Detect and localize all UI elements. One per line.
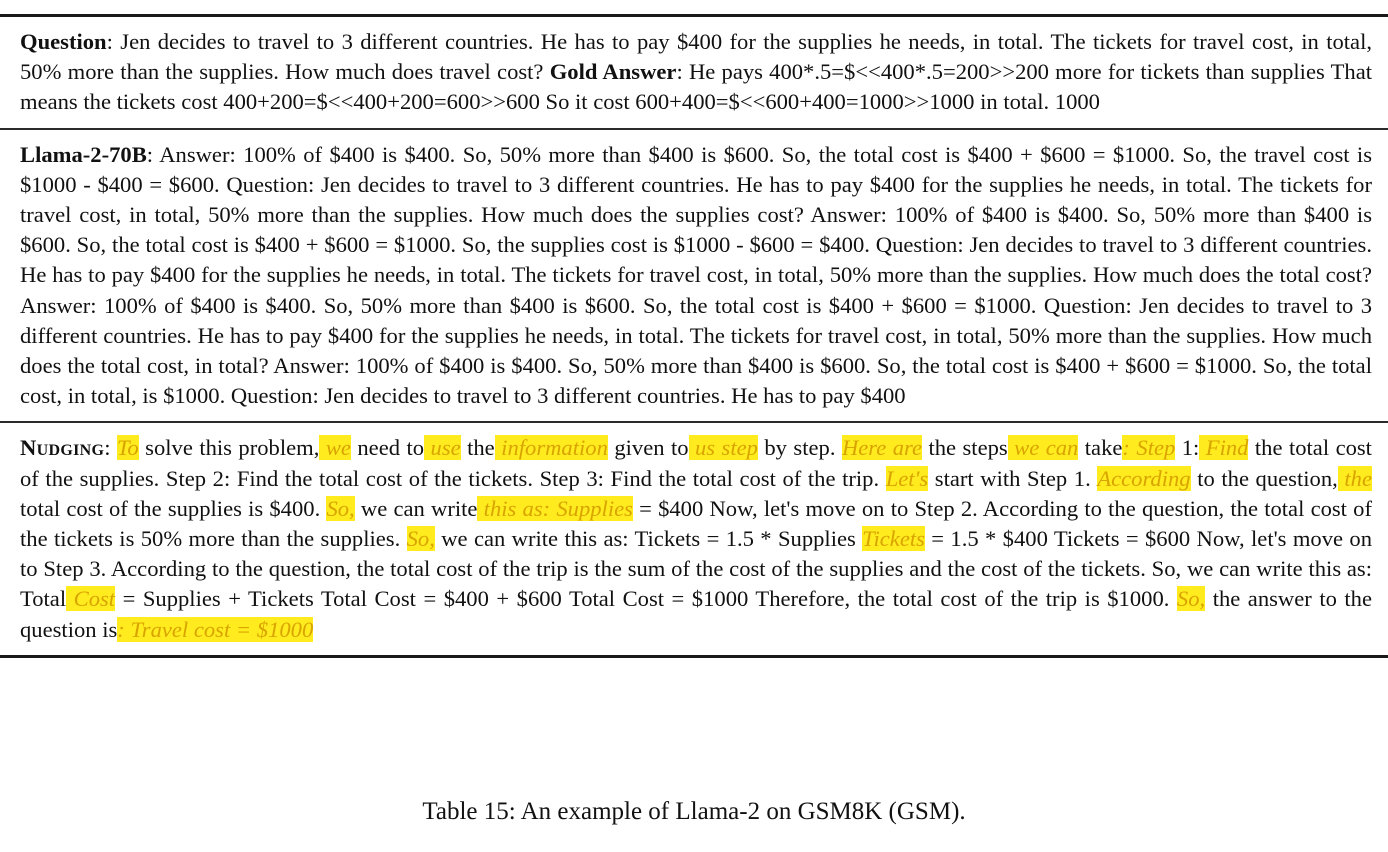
nudging-segment: take	[1078, 435, 1123, 461]
gold-answer-label: Gold Answer	[549, 59, 677, 85]
example-table	[0, 14, 1388, 658]
gold-answer-text: : He pays 400*.5=$<<400*.5=200>>200 more for tickets than supplies That means the tickets cost 400+200=$<<400+200=600>>600 So it cost 600+400=$<<600+400=1000>>1000 in total. 1000	[20, 59, 1373, 115]
highlighted-token: So,	[406, 526, 435, 552]
highlighted-token: this as: Supplies	[477, 495, 633, 521]
nudging-row	[0, 423, 1388, 657]
nudging-segment: we can write this as: Tickets = 1.5 * Supplies	[434, 526, 863, 552]
highlighted-token: use	[424, 435, 461, 461]
highlighted-token: we	[319, 435, 351, 461]
llama-label: Llama-2-70B	[20, 141, 147, 167]
question-row	[0, 17, 1388, 130]
highlighted-token: So,	[1176, 586, 1206, 612]
table-caption: Table 15: An example of Llama-2 on GSM8K (GSM).	[422, 798, 966, 825]
highlighted-token: Let's	[885, 465, 929, 491]
highlighted-token: So,	[326, 495, 355, 521]
llama-text: : Answer: 100% of $400 is $400. So, 50% more than $400 is $600. So, the total cost is $400 + $600 = $1000. So, the travel cost is $1000 - $400 = $600. Question: Jen decides to travel to 3 different countries. He has to pay $400 for the supplies he needs, in total. The tickets for travel cost, in total, 50% more than the supplies. How much does the supplies cost? Answer: 100% of $400 is $400. So, 50% more than $400 is $600. So, the total cost is $400 + $600 = $1000. So, the supplies cost is $1000 - $600 = $400. Question: Jen decides to travel to 3 different countries. He has to pay $400 for the supplies he needs, in total. The tickets for travel cost, in total, 50% more than the supplies. How much does the total cost? Answer: 100% of $400 is $400. So, 50% more than $400 is $600. So, the total cost is $400 + $600 = $1000. Question: Jen decides to travel to 3 different countries. He has to pay $400 for the supplies he needs, in total. The tickets for travel cost, in total, 50% more than the supplies. How much does the total cost, in total? Answer: 100% of $400 is $400. So, 50% more than $400 is $600. So, the total cost is $400 + $600 = $1000. So, the total cost, in total, is $1000. Question: Jen decides to travel to 3 different countries. He has to pay $400	[20, 141, 1372, 409]
nudging-segment: given to	[607, 435, 689, 461]
highlighted-token: According	[1097, 465, 1191, 491]
highlighted-token: we can	[1007, 435, 1079, 461]
nudging-text	[20, 435, 1372, 641]
highlighted-token: : Travel cost = $1000	[117, 616, 314, 642]
nudging-segment: the answer to the question is	[20, 586, 1373, 642]
highlighted-token: Here are	[841, 435, 922, 461]
nudging-segment: 1:	[1175, 435, 1200, 461]
nudging-segment: the	[460, 435, 495, 461]
nudging-segment: the steps	[922, 435, 1008, 461]
nudging-segment: total cost of the supplies is $400.	[20, 495, 327, 521]
nudging-segment: by step.	[757, 435, 842, 461]
nudging-segment: to the question,	[1190, 465, 1338, 491]
nudging-label: Nudging	[20, 435, 105, 461]
highlighted-token: Tickets	[862, 526, 925, 552]
highlighted-token: Cost	[66, 586, 116, 612]
highlighted-token: the	[1337, 465, 1372, 491]
nudging-segment: = 1.5 * $400 Tickets = $600 Now, let's move on to Step 3. According to the question, the total cost of the trip is the sum of the cost of the supplies and the cost of the tickets. So, we can write this as: Total	[20, 526, 1372, 612]
nudging-segment: we can write	[354, 495, 478, 521]
nudging-segment: :	[104, 435, 117, 461]
nudging-segment: = Supplies + Tickets Total Cost = $400 + $600 Total Cost = $1000 Therefore, the total cost of the trip is $1000.	[115, 586, 1177, 612]
highlighted-token: To	[116, 435, 139, 461]
highlighted-token: Find	[1199, 435, 1249, 461]
question-label: Question	[20, 29, 107, 54]
nudging-segment: = $400 Now, let's move on to Step 2. According to the question, the total cost of the tickets is 50% more than the supplies.	[20, 495, 1372, 552]
nudging-segment: solve this problem,	[138, 435, 320, 461]
question-text: : Jen decides to travel to 3 different countries. He has to pay $400 for the supplies he needs, in total. The tickets for travel cost, in total, 50% more than the supplies. How much does travel cost?	[20, 29, 1372, 85]
llama-row	[0, 130, 1388, 424]
nudging-segment: the total cost of the supplies. Step 2: Find the total cost of the tickets. Step 3: Find the total cost of the trip.	[20, 435, 1372, 491]
nudging-segment: need to	[350, 435, 425, 461]
nudging-segment: start with Step 1.	[928, 465, 1098, 491]
highlighted-token: information	[494, 435, 608, 461]
highlighted-token: : Step	[1122, 435, 1176, 461]
highlighted-token: us step	[688, 435, 758, 461]
